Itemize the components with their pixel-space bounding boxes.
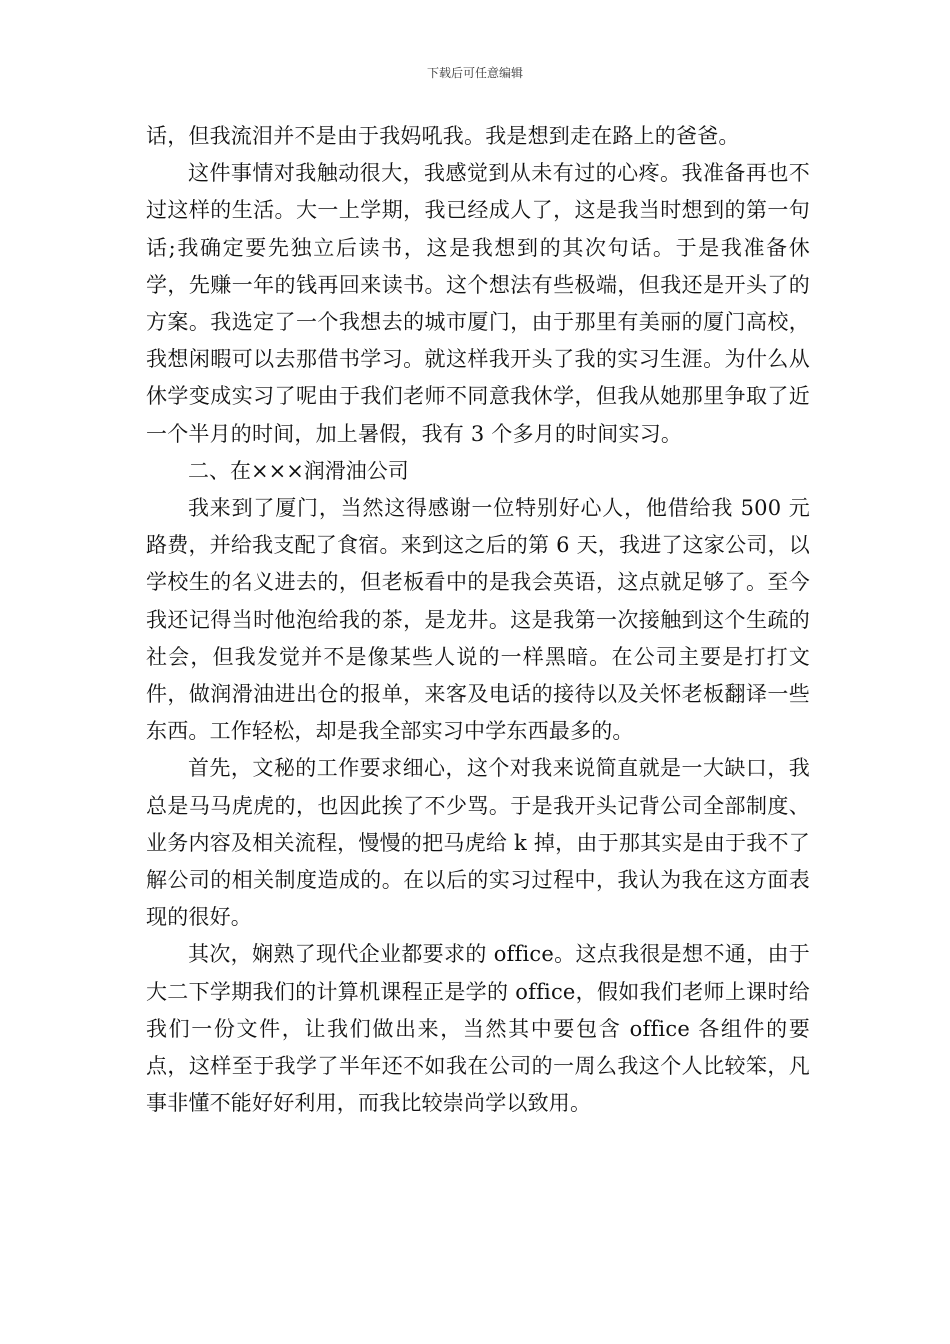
paragraph-first-lesson: 首先，文秘的工作要求细心，这个对我来说简直就是一大缺口，我总是马马虎虎的，也因此挨了不少骂。于是我开头记背公司全部制度、业务内容及相关流程，慢慢的把马虎给 k 掉，由于那其实是由于我不了解公司的相关制度造成的。在以后的实习过程中，我认为我在这方面表现的很好。 xyxy=(146,756,810,930)
document-body xyxy=(146,118,810,1122)
paragraph-motivation: 这件事情对我触动很大，我感觉到从未有过的心疼。我准备再也不过这样的生活。大一上学期，我已经成人了，这是我当时想到的第一句话;我确定要先独立后读书，这是我想到的其次句话。于是我准备休学，先赚一年的钱再回来读书。这个想法有些极端，但我还是开头了的方案。我选定了一个我想去的城市厦门，由于那里有美丽的厦门高校，我想闲暇可以去那借书学习。就这样我开头了我的实习生涯。为什么从休学变成实习了呢由于我们老师不同意我休学，但我从她那里争取了近一个半月的时间，加上暑假，我有 3 个多月的时间实习。 xyxy=(146,161,810,446)
paragraph-continuation: 话，但我流泪并不是由于我妈吼我。我是想到走在路上的爸爸。 xyxy=(146,124,740,148)
paragraph-second-lesson: 其次，娴熟了现代企业都要求的 office。这点我很是想不通，由于大二下学期我们的计算机课程正是学的 office，假如我们老师上课时给我们一份文件，让我们做出来，当然其中要包含 office 各组件的要点，这样至于我学了半年还不如我在公司的一周么我这个人比较笨，凡事非懂不能好好利用，而我比较崇尚学以致用。 xyxy=(146,942,810,1116)
page-header: 下载后可任意编辑 xyxy=(426,66,523,80)
paragraph-company-intro: 我来到了厦门，当然这得感谢一位特别好心人，他借给我 500 元路费，并给我支配了食宿。来到这之后的第 6 天，我进了这家公司，以学校生的名义进去的，但老板看中的是我会英语，这点就足够了。至今我还记得当时他泡给我的茶，是龙井。这是我第一次接触到这个生疏的社会，但我发觉并不是像某些人说的一样黑暗。在公司主要是打打文件，做润滑油进出仓的报单，来客及电话的接待以及关怀老板翻译一些东西。工作轻松，却是我全部实习中学东西最多的。 xyxy=(146,496,810,744)
section-heading: 二、在×××润滑油公司 xyxy=(188,458,409,483)
